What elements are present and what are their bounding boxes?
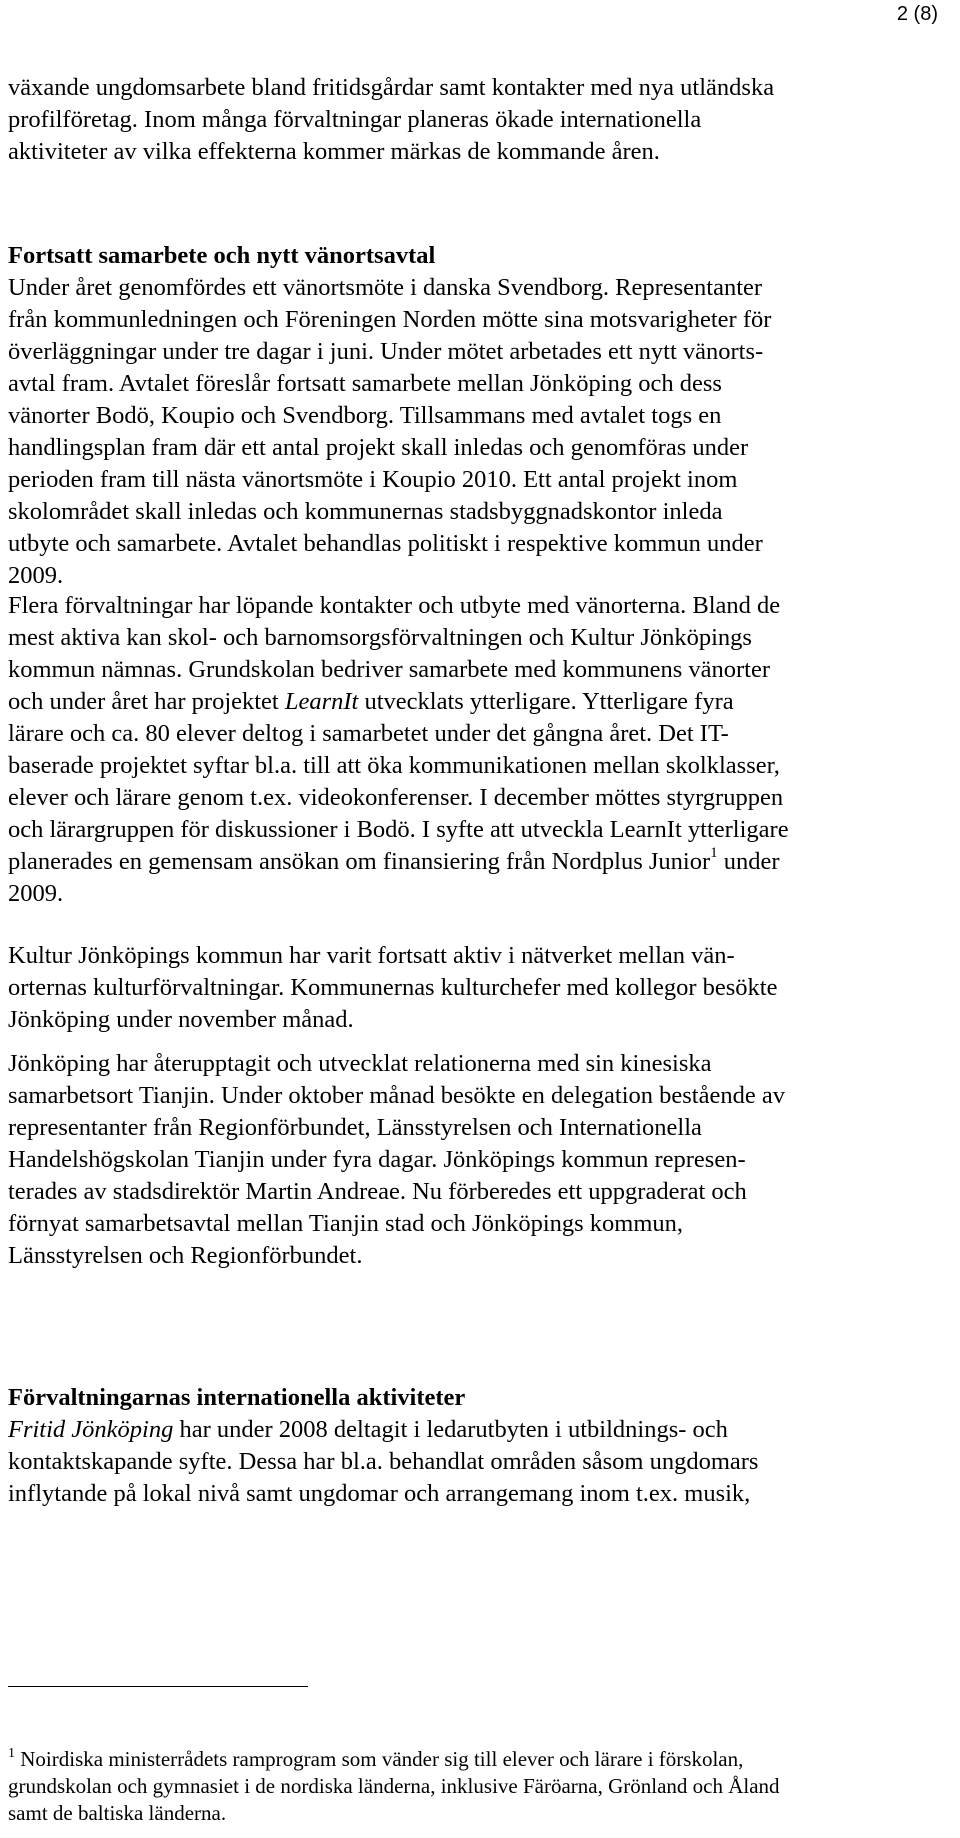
paragraph-kultur — [8, 940, 948, 1036]
text-run: och under året har projektet — [8, 688, 285, 715]
section-aktiviteter — [8, 1382, 948, 1510]
text-line: kontaktskapande syfte. Dessa har bl.a. behandlat områden såsom ungdomars — [8, 1448, 759, 1475]
text-run: Noirdiska ministerrådets ramprogram som vänder sig till elever och lärare i förskolan, — [15, 1747, 744, 1771]
text-run: planerades en gemensam ansökan om finansiering från Nordplus Junior — [8, 848, 711, 875]
text-line: vänorter Bodö, Koupio och Svendborg. Tillsammans med avtalet togs en — [8, 402, 722, 429]
text-line: Länsstyrelsen och Regionförbundet. — [8, 1242, 363, 1269]
text-line: lärare och ca. 80 elever deltog i samarbetet under det gångna året. Det IT- — [8, 720, 729, 747]
text-line: perioden fram till nästa vänortsmöte i Koupio 2010. Ett antal projekt inom — [8, 466, 738, 493]
footnote-line — [8, 1746, 948, 1773]
text-line: aktiviteter av vilka effekterna kommer märkas de kommande åren. — [8, 138, 660, 165]
section-heading: Fortsatt samarbete och nytt vänortsavtal — [8, 242, 436, 269]
text-line: inflytande på lokal nivå samt ungdomar och arrangemang inom t.ex. musik, — [8, 1480, 751, 1507]
text-line: Flera förvaltningar har löpande kontakter och utbyte med vänorterna. Bland de — [8, 592, 781, 619]
footnote — [8, 1746, 948, 1827]
text-line: Under året genomfördes ett vänortsmöte i danska Svendborg. Representanter — [8, 274, 763, 301]
text-line: Jönköping under november månad. — [8, 1006, 354, 1033]
section-heading: Förvaltningarnas internationella aktiviteter — [8, 1384, 466, 1411]
text-line: elever och lärare genom t.ex. videokonferenser. I december möttes styrgruppen — [8, 784, 784, 811]
text-run: utvecklats ytterligare. Ytterligare fyra — [358, 688, 734, 715]
text-line: och lärargruppen för diskussioner i Bodö. I syfte att utveckla LearnIt ytterligare — [8, 816, 789, 843]
intro-paragraph — [8, 72, 948, 168]
footnote-line: samt de baltiska länderna. — [8, 1801, 227, 1825]
text-line: förnyat samarbetsavtal mellan Tianjin stad och Jönköpings kommun, — [8, 1210, 684, 1237]
section-vanort — [8, 240, 948, 592]
text-line: överläggningar under tre dagar i juni. Under mötet arbetades ett nytt vänorts- — [8, 338, 764, 365]
text-run: har under 2008 deltagit i ledarutbyten i utbildnings- och — [173, 1416, 728, 1443]
text-line — [8, 1414, 948, 1446]
text-line: handlingsplan fram där ett antal projekt skall inledas och genomföras under — [8, 434, 749, 461]
footnote-marker: 1 — [8, 1746, 15, 1761]
text-line: samarbetsort Tianjin. Under oktober månad besökte en delegation bestående av — [8, 1082, 785, 1109]
footnote-reference[interactable]: 1 — [710, 845, 718, 861]
text-line: växande ungdomsarbete bland fritidsgårdar samt kontakter med nya utländska — [8, 74, 775, 101]
text-line: profilföretag. Inom många förvaltningar planeras ökade internationella — [8, 106, 702, 133]
text-line: Jönköping har återupptagit och utvecklat relationerna med sin kinesiska — [8, 1050, 712, 1077]
text-line: Handelshögskolan Tianjin under fyra dagar. Jönköpings kommun represen- — [8, 1146, 746, 1173]
footnote-line: grundskolan och gymnasiet i de nordiska länderna, inklusive Färöarna, Grönland och Åland — [8, 1774, 780, 1798]
project-name-italic: LearnIt — [284, 688, 359, 715]
text-line — [8, 846, 948, 878]
organization-name-italic: Fritid Jönköping — [8, 1416, 174, 1443]
text-line: mest aktiva kan skol- och barnomsorgsförvaltningen och Kultur Jönköpings — [8, 624, 752, 651]
text-line: orternas kulturförvaltningar. Kommunernas kulturchefer med kollegor besökte — [8, 974, 778, 1001]
text-line: 2009. — [8, 562, 64, 589]
text-line — [8, 686, 948, 718]
text-line: 2009. — [8, 880, 64, 907]
text-line: från kommunledningen och Föreningen Norden mötte sina motsvarigheter för — [8, 306, 772, 333]
text-line: representanter från Regionförbundet, Länsstyrelsen och Internationella — [8, 1114, 702, 1141]
text-line: avtal fram. Avtalet föreslår fortsatt samarbete mellan Jönköping och dess — [8, 370, 722, 397]
text-line: Kultur Jönköpings kommun har varit fortsatt aktiv i nätverket mellan vän- — [8, 942, 735, 969]
paragraph-tianjin — [8, 1048, 948, 1272]
page-number: 2 (8) — [896, 3, 938, 25]
text-line: kommun nämnas. Grundskolan bedriver samarbete med kommunens vänorter — [8, 656, 771, 683]
text-line: utbyte och samarbete. Avtalet behandlas politiskt i respektive kommun under — [8, 530, 763, 557]
footnote-separator — [8, 1686, 308, 1687]
text-run: under — [717, 848, 780, 875]
text-line: baserade projektet syftar bl.a. till att öka kommunikationen mellan skolklasser, — [8, 752, 780, 779]
paragraph-vanorter — [8, 590, 948, 910]
text-line: skolområdet skall inledas och kommunernas stadsbyggnadskontor inleda — [8, 498, 723, 525]
text-line: terades av stadsdirektör Martin Andreae. Nu förberedes ett uppgraderat och — [8, 1178, 747, 1205]
